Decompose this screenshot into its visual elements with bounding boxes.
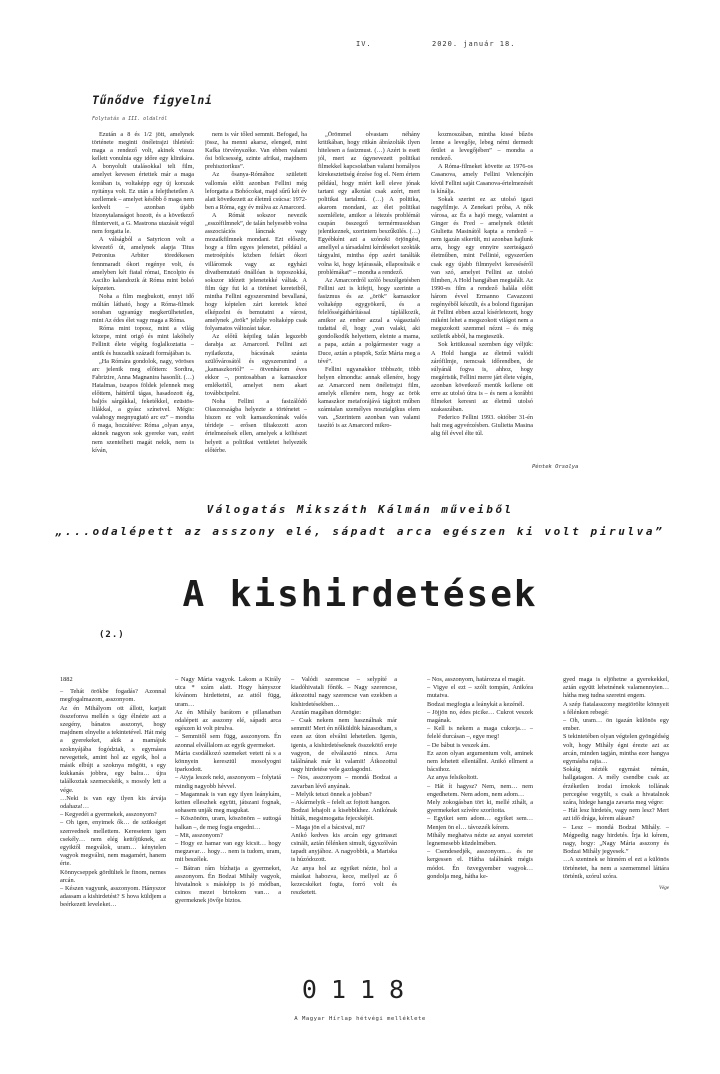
review-column-3	[318, 131, 420, 471]
paragraph: Federico Fellini 1993. október 31-én halt meg agyvérzésben. Giulietta Masina alig fél évvel élte túl.	[431, 414, 533, 438]
review-column-2	[205, 131, 307, 471]
paragraph: – Hogy ez hamar van egy kicsit… hogy megzavar… hogy… nem is tudom, uram, mit beszélek.	[175, 840, 281, 864]
paragraph: – Hát ít hagysz? Nem, nem… nem engedhetem. Nem adom, nem adom…	[427, 782, 533, 798]
paragraph: – Köszönöm, uram, köszönöm – suttogá halkan –, de meg fogja engedni…	[175, 815, 281, 831]
continued-note: Folytatás a III. oldalról	[92, 116, 168, 122]
paragraph: – Jöjjön no, édes picike… Cukrot veszek magának.	[427, 708, 533, 725]
page-section-label: IV.	[356, 40, 372, 48]
paragraph: …Neki is van egy ilyen kis árvája odahaza!…	[60, 794, 166, 811]
paragraph: Noha a film megbukott, ennyi idő múltán látható, hogy a Róma-filmek soraban ugyanúgy megkerülhetetlen, mint Az édes élet vagy maga a Róma.	[92, 292, 194, 325]
paragraph: Anikó kedves kis arcán egy grimaszt csinált, aztán félénken simult, úgyszólván tapadt anyjához. A nagyobbik, a Mariska is húzódozott.	[291, 831, 397, 864]
story-column-3	[291, 676, 397, 936]
story-column-1	[60, 676, 166, 936]
paragraph: – Nos, asszonyom, határozza el magát.	[427, 676, 525, 683]
paragraph: Sokak szerint ez az utolsó igazi nagyfilmje. A Zenekari próba, A nők városa, az És a hajó megy, valamint a Ginger és Fred – amelynek ötletét Giulietta Masinától kapta a rendező – nem igazán sikerült, mi azonban hajlunk arra, hogy egy ennyire szerteágazó életműben, mint Fellinié, egyszerűen csak egy újabb filmnyelvi kereséséről van szó, amelyet Fellini az utolsó filmben, A Hold hangjában megtalált. Az 1990-es film a rendező halála előtt három évvel Ermanno Cavazzoni regényéből készült, és a bolond figurájan át Fellini ebben azzal kísérletezett, hogy miként lehet a megszokott világot nem a megszokott szemmel nézni – és még születik abból, ha megteszük.	[431, 195, 533, 341]
paragraph: – De bábut is veszek ám.	[427, 741, 490, 749]
paragraph: Az Amarcordról szóló beszélgetésben Fellini azt is kifejti, hogy szerinte a fasizmus és az „örök” kamaszkor voltaképp egygyökerű, és a felelősségáthárítással táplálkozik, amikor az ember azzal a vágasztaló tudattal él, hogy „van valaki, aki gondolkodik helyettem, eleinte a mama, a papa, aztán a polgármester vagy a Duce, aztán a püspök, Szűz Mária meg a tévé”.	[318, 276, 420, 365]
paragraph: – Oh igen, enyimek ők… de szükséget szenvednek mellettem. Keresetem igen csekély… nem elég kettőjüknek, az egyiktől megválok, uram… kénytelen vagyok megválni, nem magamért, hanem érte.	[60, 819, 166, 868]
paragraph: gyed maga is eljöhetne a gyerekekkel, aztán együtt lehetnének valamennyien… hátha meg tudna szeretni engem.	[563, 676, 669, 700]
paragraph: – Csendesedjék, asszonyom… és ne kergessen el. Hátha találnánk mégis módot. Én özvegyember vagyok… gondolja meg, hátha ke-	[427, 848, 533, 880]
paragraph: Sok kritikussal szemben úgy véljük: A Hold hangja az életmű valódi zárófilmje, nemcsak időrendben, de súlyánál fogva is, ahhoz, hogy megértsük, Fellini merre járt élete végén, azonban következő menük kellene ott erre az utolsó útra is – és nem a korábbi filmeket keresni az életmű utolsó szakaszában.	[431, 341, 533, 414]
paragraph: Mely zokogásban tört ki, mellé zihált, a gyermekeket szívére szorította.	[427, 799, 533, 815]
paragraph: nem is vár tőled semmit. Befogad, ha jössz, ha menni akarsz, elenged, mint Kafka törvényszéke. Van ebben valami ősi bölcsesség, szinte afrikai, majdnem prehisztorikus”.	[205, 131, 307, 171]
story-column-4	[427, 676, 533, 936]
paragraph: Az ősanya-Rómához született vallomás előtt azonban Fellini még leforgatta a Bohócokat, majd sűrű két év alatt következett az életmű csúcsa: 1972-ben a Róma, egy év múlva az Amarcord.	[205, 171, 307, 211]
paragraph: Noha Fellini a fasizálódó Olaszországba helyezte a történetet – hiszen ez volt kamaszkorának valós térideje – erősen tiltakozott azon értelmezések ellen, amelyek a költészet helyett a politikai vetületet helyezték előtérbe.	[205, 398, 307, 454]
paragraph: 1882	[60, 676, 73, 683]
review-column-1	[92, 131, 194, 471]
paragraph: – Csak nekem nem használnak már semmit! Mert én nőlküldök házasodtam, s ezen az úton elválni lehetetlen. Igenis, igenis, a kishirdetéseknek összekötő ereje vagyon, de elválasztó nincs. Arra találnának már ki valamit! Átkozottul nagy hirdetése vele gazdagodni.	[291, 717, 397, 774]
paragraph: Bodzai lehajolt a kisebbikhez. Anikónak hítták, megsimogatta fejecskéjét.	[291, 807, 397, 823]
paragraph: Bodzai megfogta a leánykát a kezénél.	[427, 700, 525, 708]
paragraph: S tekintetében olyan végtelen gyöngédség volt, hogy Mihály égni érezte azt az arcán, minden tagján, mintha ezer hangya egymásba rajta…	[563, 733, 669, 766]
paragraph: „Ha Rómára gondolok, nagy, vöröses arc jelenik meg előttem: Sordira, Fabrizire, Anna Magnanira hasonlít. (…) Hatalmas, iszapos földek jelennek meg előttem, háttérül tágas, hasadozott ég, baljós sárgákkal, feketékkel, ezüstös-lilákkal, a gyász színeivel. Mégis: valahogy megnyugtató arc ez” – mondta ő maga, hozzátéve: Róma „olyan anya, akinek nagyon sok gyereke van, ezért nem szentelheti magát nekik, nem is kíván,	[92, 357, 194, 454]
paragraph: – Kegyedéi a gyermekek, asszonyom?	[60, 811, 157, 819]
paragraph: – Oh, uram… ön igazán különös egy ember.	[563, 717, 669, 733]
supplement-line: A Magyar Hírlap hétvégi melléklete	[294, 1016, 426, 1022]
paragraph: Vége	[659, 886, 669, 892]
paragraph: Ez azon olyan argumentum volt, aminek nem lehetett ellentállni. Anikó ellment a bácsihoz.	[427, 749, 533, 774]
paragraph: Ezután a 8 és 1/2 jött, amelynek története meginti önéletrajzi ihletésű: maga a rendező volt, akinek vissza kellett vonulnia egy időre egy klinikára. A bonyolult utalásokkal teli film, amelyet kevesen értettek már a maga korában is, voltaképp egy új korszak nyitánya volt. Ez után a felejthetetlen A szellemek – amelyet később ő maga nem kedvelt – azonban újabb bizonytalanságot hozott, és a következő filmterveit, a G. Mastrona utazását végül nem forgatta le.	[92, 131, 194, 236]
paragraph: – Hát lesz hirdetés, vagy nem lesz? Mert azt idő drága, kérem alásan?	[563, 807, 669, 823]
review-column-4	[431, 131, 533, 471]
feature-part-number: (2.)	[99, 630, 125, 640]
review-title: Tűnődve figyelni	[92, 93, 213, 107]
paragraph: Könnycseppek gördültek le finom, nemes arcán.	[60, 868, 166, 884]
review-author: Péntek Orsolya	[532, 464, 579, 470]
paragraph: Fellini ugyanakkor többször, több helyen elmondta: annak ellenére, hogy az Amarcord nem önéletrajzi film, amelyk ellenére nem, hogy az örök kamaszkor metaforájává tágított műben számtalan személyes nosztalgikus elem van. „Szerintem azonban van valami taszító is az Amarcord mikro-	[318, 365, 420, 430]
paragraph: – Bátran rám bízhatja a gyermeket, asszonyom. Én Bodzai Mihály vagyok, hivatalnok s másképp is jó módban, csinos mezei birtokom van… a gyermeknek jövője biztos.	[175, 864, 281, 905]
paragraph: Az előtű képileg talán legszebb darabja az Amarcord. Fellini azt nyilatkozta, bácsúnak szánta szülővárosától és egyszersmind a „kamaszkortól” – ötvenhárom éves ekkor –, pontosabban a kamaszkor emlékeitől, amelyet nem akart továbbcipelni.	[205, 333, 307, 397]
feature-quote: „...odalépett az asszony elé, sápadt arca egészen ki volt pirulva”	[55, 525, 665, 538]
paragraph: – Lesz – mondá Bodzai Mihály. – Mégpedig nagy hirdetés. Írja ki kérem, nagy, hogy: „Nagy Mária asszony és Bodzai Mihály jegyesek.”	[563, 823, 669, 856]
paragraph: Az anya hol az egyiket nézte, hol a másikat habozva, kece, mellyel az ő kezecskéket fogta, forró volt és reszketett.	[291, 864, 397, 897]
page-date: 2020. január 18.	[432, 40, 516, 48]
paragraph: – Kell is nekem a maga cukorja… – felelé durcásan –, egye meg!	[427, 725, 533, 741]
page-number: 0118	[301, 975, 419, 1004]
paragraph: Az én Mihály barátom e pillanatban odalépett az asszony elé, sápadt arca egészen ki volt pirulva.	[175, 708, 281, 733]
paragraph: – Nagy Mária vagyok. Lakom a Király utca * szám alatt. Hogy hányszor kívánom hirdettetni, az attól függ, uram…	[175, 676, 281, 708]
story-column-2	[175, 676, 281, 936]
paragraph: – Atyja leszek neki, asszonyom – folytatá mindig nagyobb hévvel.	[175, 774, 281, 790]
paragraph: A Róma-filmeket követte az 1976-os Casanova, amely Fellini Velencéjén kívül Fellini saját Casanova-értelmezését is kínálja.	[431, 163, 533, 195]
paragraph: A szép fiatalasszony megtörölte könnyeit s félénken rebegé:	[563, 700, 669, 716]
paragraph: …A szentnek se hinném el ezt a különös történetet, ha nem a szememmel láttára történik, szórul szóra.	[563, 856, 669, 880]
paragraph: A válságból a Satyricon volt a kivezető út, amelynek alapja Titus Petronius Arbiter töredékesen fennmaradt ókori regénye volt, és amelyben két fiatal római, Encolpio és Ascilto kalandozik át Róma mint bolsó képzeten.	[92, 236, 194, 292]
paragraph: Mihály meghatva nézte az anyai szeretet legnemesebb küzdelmében.	[427, 831, 533, 848]
feature-kicker: Válogatás Mikszáth Kálmán műveiből	[206, 503, 514, 516]
paragraph: – Egyiket sem adom… egyiket sem… Menjen ön el… távozzék kérem.	[427, 815, 533, 831]
paragraph: Róma mint toposz, mint a világ közepe, mint origó és mint lakóhely Fellinit élete végéig foglalkoztatta – antik és huszadik századi formájában is.	[92, 325, 194, 357]
paragraph: Az én Mihályom ott állott, karjait összefonva mellén s úgy élnézte azt a szegény, bánatos asszonyt, hogy majdnem elnyelte a tekintetével. Hát még a gyerekeket, akik a mamájuk szoknyájába fogództak, s egymásra nevegettek, amint hol az egyik, hol a másik elbújt a szoknya mögött, s egy kukkanás jobbra, egy balra… újra találkoztak szemecskéik, s mosoly lett a vége.	[60, 704, 166, 794]
paragraph: – Tehát örökbe fogadás? Azonnal megfogalmazom, asszonyom.	[60, 688, 166, 704]
paragraph: Az anya felsikoltott.	[427, 774, 479, 782]
paragraph: – Magamnak is van egy ilyen leánykám, ketten elleszhek együtt, játszani fognak, sohasem unják meg magukat.	[175, 790, 281, 815]
feature-title: A kishirdetések	[182, 574, 538, 615]
paragraph: „Örömmel olvastam néhány kritikában, hogy ritkán ábrázolták ilyen hitelesen a fasizmust. (…) Azért is esett jól, mert az úgynevezett politikai filmekkel kapcsolatban valami homályos kirekesztettség érzése fog el. Nem értem például, hogy miért kell eleve jónak tartani egy alkotást csak azért, mert politikai tartalmú. (…) A politika, akarom mondani, az élet politikai szemlélete, amikor a létezés problémái csupán összegző termérmusokban jelentkeznek, szerintem beszűkülés. (…) Egyébként azt a szónoki örjöngést, amellyel a társadalmi kérdéseket szokták tárgyalni, mintha épp azért tanálták volna ki, hogy lejárassák, ellaposítsák e problémákat” – mondta a rendező.	[318, 131, 420, 276]
paragraph: – Akármelyik – felelt az fojtott hangon.	[291, 799, 391, 807]
paragraph: – Maga jön el a bácsival, mi?	[291, 823, 365, 831]
paragraph: Azután magában dörmögte:	[291, 708, 361, 716]
paragraph: kozmoszában, mintha kissé bűzös lenne a levegője, lebeg némi dermedt őrület a levegőjében” – mondta a rendező.	[431, 131, 533, 163]
paragraph: – Valódi szerencse – selypíté a kiadóhivatali főnök. – Nagy szerencse, átkozottul nagy szerencse van ezekben a kishirdetésekben…	[291, 676, 397, 708]
paragraph: A Rómát sokszor nevezik „esszéfilmnek”, de talán helyesebb volna asszociációs láncnak vagy mozaikfilmnek mondani. Ezt először, hogy a film egyes jelenetei, például a metroépítés közben feltárt ókori villáromok vagy az egyházi divatbemutató önállóan is toposzokká, sokszor idézett jelenetekké váltak. A film úgy fut ki a történet kereteiből, mintha Fellini egyszersmind bevallaná, hogy képtelen zárt keretek közé elképzelni és bemutatni a várost, amelynek „örök” jelzője voltaképp csak folyamatos változást takar.	[205, 211, 307, 333]
paragraph: – Vigye el ezt – szólt tompán, Anikóra mutatva.	[427, 684, 533, 700]
paragraph: – Melyik tetszi önnek a jobban?	[291, 790, 372, 798]
paragraph: – Készen vagyunk, asszonyom. Hányszor adassam a kishirdetést? S hova küldjem a beérkezett leveleket…	[60, 885, 166, 909]
paragraph: – Mit, asszonyom?	[175, 831, 223, 839]
paragraph: – Semmitől sem függ, asszonyom. Én azonnal elvállalom az egyik gyermeket.	[175, 733, 281, 749]
paragraph: Sokáig nézték egymást némán, hallgatagon. A mély csendbe csak az érzéketlen irodai írnokok tollának percegése vegyült, s csak a hivatalnok szára, hidege hangja zavarta meg végre:	[563, 766, 669, 807]
story-column-5	[563, 676, 669, 936]
paragraph: Mária csodálkozó szemeket vetett rá s a könnyein keresztül mosolyogni iparkodott.	[175, 749, 281, 774]
paragraph: – Nos, asszonyom – mondá Bodzai a zavarban lévő anyának.	[291, 774, 397, 790]
